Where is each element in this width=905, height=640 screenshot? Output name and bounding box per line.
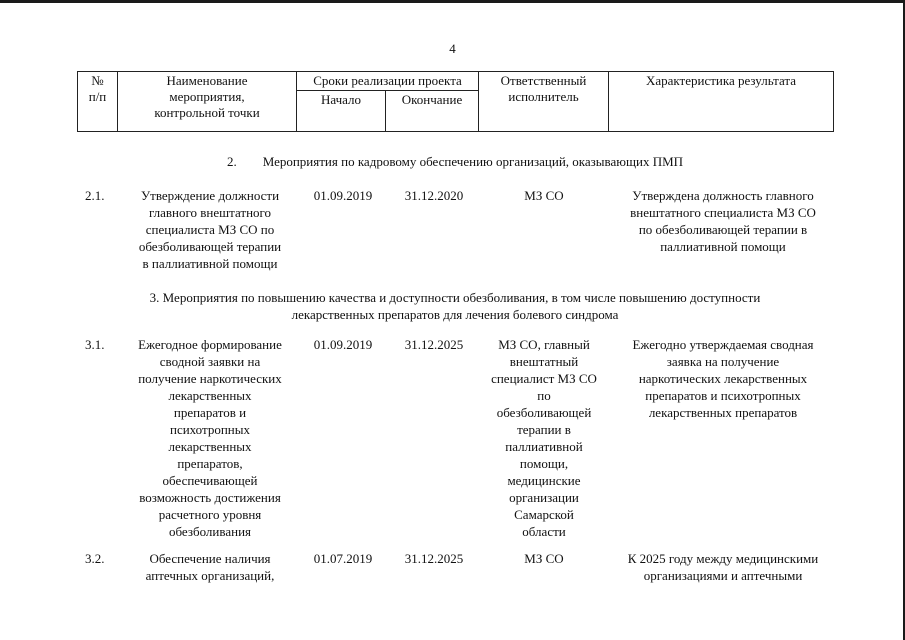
- row-end: 31.12.2020: [404, 188, 464, 203]
- row-name: Ежегодное формирование сводной заявки на получение наркотических лекарственных препаратов и психотропных лекарственных препаратов, обеспечивающей возможность достижения расчетного уровня обезболивания: [138, 337, 282, 539]
- row-num: 2.1.: [85, 188, 105, 203]
- header-period: Сроки реализации проекта: [297, 72, 479, 91]
- header-name: Наименование мероприятия, контрольной точки: [118, 72, 297, 132]
- row-end: 31.12.2025: [404, 337, 464, 352]
- header-start: Начало: [297, 91, 386, 132]
- header-result: Характеристика результата: [609, 72, 834, 132]
- row-result: Утверждена должность главного внештатного специалиста МЗ СО по обезболивающей терапии в паллиативной помощи: [630, 188, 816, 254]
- header-end: Окончание: [386, 91, 479, 132]
- row-start: 01.07.2019: [313, 551, 373, 566]
- section-title-3: 3. Мероприятия по повышению качества и доступности обезболивания, в том числе повышению доступности лекарственных препаратов для лечения болевого синдрома: [149, 290, 761, 322]
- header-responsible: Ответственный исполнитель: [479, 72, 609, 132]
- scan-border-top: [0, 0, 905, 3]
- row-result: Ежегодно утверждаемая сводная заявка на получение наркотических лекарственных препаратов и психотропных лекарственных препаратов: [632, 337, 814, 420]
- row-result: К 2025 году между медицинскими организациями и аптечными: [627, 551, 819, 583]
- section-title-2: 2. Мероприятия по кадровому обеспечению организаций, оказывающих ПМП: [226, 154, 684, 169]
- table-header: [77, 71, 834, 132]
- row-start: 01.09.2019: [313, 337, 373, 352]
- header-num: № п/п: [78, 72, 118, 132]
- row-name: Утверждение должности главного внештатного специалиста МЗ СО по обезболивающей терапии в паллиативной помощи: [138, 188, 282, 271]
- row-responsible: МЗ СО, главный внештатный специалист МЗ СО по обезболивающей терапии в паллиативной помощи, медицинские организации Самарской области: [491, 337, 597, 539]
- row-name: Обеспечение наличия аптечных организаций,: [145, 551, 275, 583]
- row-num: 3.1.: [85, 337, 105, 352]
- row-end: 31.12.2025: [404, 551, 464, 566]
- page-number: 4: [449, 41, 456, 56]
- row-num: 3.2.: [85, 551, 105, 566]
- row-responsible: МЗ СО: [524, 188, 564, 203]
- row-responsible: МЗ СО: [524, 551, 564, 566]
- row-start: 01.09.2019: [313, 188, 373, 203]
